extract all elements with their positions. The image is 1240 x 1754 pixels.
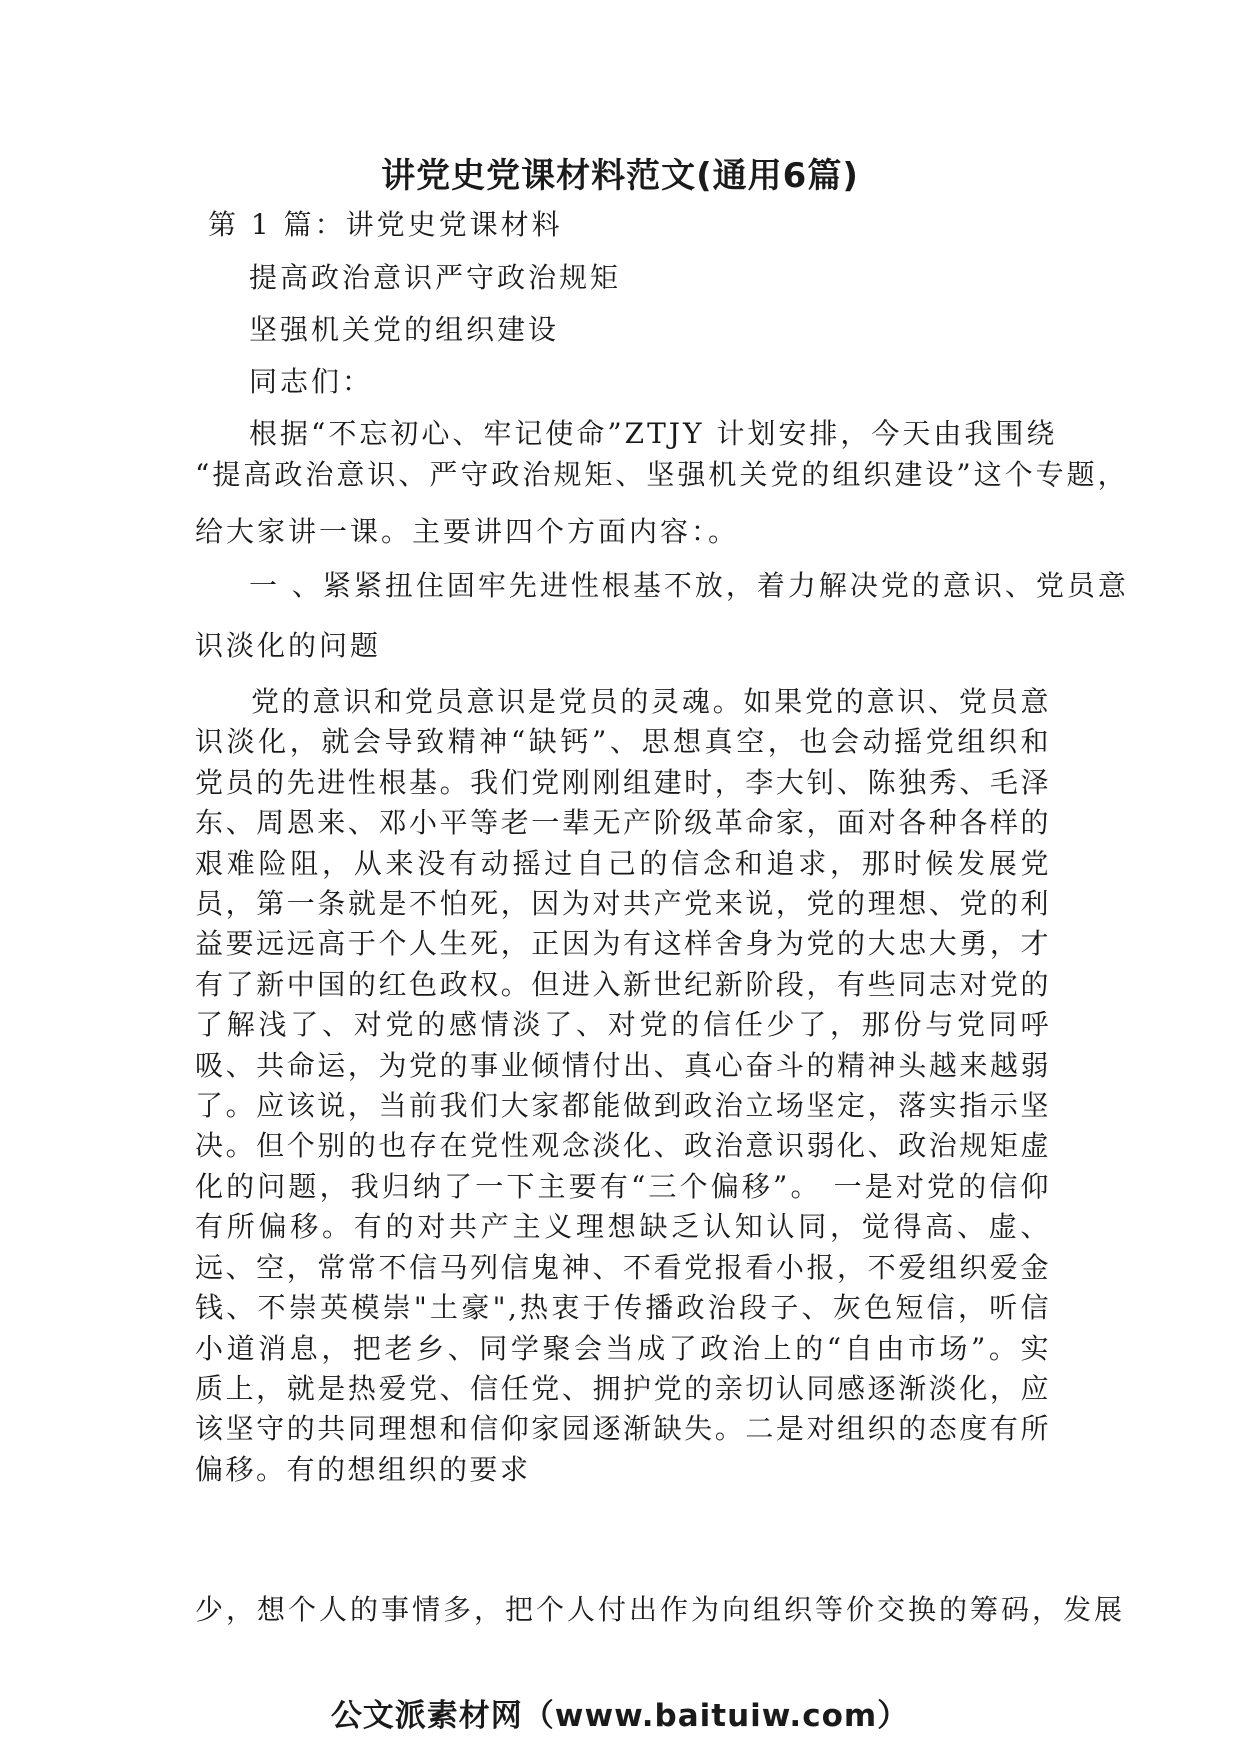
intro-line-3: 给大家讲一课。主要讲四个方面内容：。: [195, 515, 740, 548]
salutation: 同志们：: [249, 365, 374, 398]
subtitle-line-2: 坚强机关党的组织建设: [249, 313, 560, 346]
point-1-heading-line-1: 一 、紧紧扭住固牢先进性根基不放，着力解决党的意识、党员意: [249, 569, 1129, 602]
section-heading: 第 1 篇：讲党史党课材料: [208, 208, 563, 241]
intro-line-1: 根据“不忘初心、牢记使命”ZTJY 计划安排，今天由我围绕: [249, 417, 1058, 450]
point-1-heading-line-2: 识淡化的问题: [195, 629, 382, 662]
subtitle-line-1: 提高政治意识严守政治规矩: [249, 261, 622, 294]
footer-source: 公文派素材网（www.baituiw.com）: [330, 1698, 910, 1734]
intro-line-2: “提高政治意识、严守政治规矩、坚强机关党的组织建设”这个专题，: [195, 458, 1129, 491]
document-title: 讲党史党课材料范文(通用6篇): [381, 156, 859, 196]
body-paragraph-text: 党的意识和党员意识是党员的灵魂。如果党的意识、党员意识淡化，就会导致精神“缺钙”、思想真空，也会动摇党组织和党员的先进性根基。我们党刚刚组建时，李大钊、陈独秀、毛泽东、周恩来、邓小平等老一辈无产阶级革命家，面对各种各样的艰难险阻，从来没有动摇过自己的信念和追求，那时候发展党员，第一条就是不怕死，因为对共产党来说，党的理想、党的利益要远远高于个人生死，正因为有这样舍身为党的大忠大勇，才有了新中国的红色政权。但进入新世纪新阶段，有些同志对党的了解浅了、对党的感情淡了、对党的信任少了，那份与党同呼吸、共命运，为党的事业倾情付出、真心奋斗的精神头越来越弱了。应该说，当前我们大家都能做到政治立场坚定，落实指示坚决。但个别的也存在党性观念淡化、政治意识弱化、政治规矩虚化的问题，我归纳了一下主要有“三个偏移”。 一是对党的信仰有所偏移。有的对共产主义理想缺乏认知认同，觉得高、虚、远、空，常常不信马列信鬼神、不看党报看小报，不爱组织爱金钱、不崇英模崇"土豪",热衷于传播政治段子、灰色短信，听信小道消息，把老乡、同学聚会当成了政治上的“自由市场”。实质上，就是热爱党、信任党、拥护党的亲切认同感逐渐淡化，应该坚守的共同理想和信仰家园逐渐缺失。二是对组织的态度有所偏移。有的想组织的要求: [195, 685, 1051, 1486]
body-paragraph-tail: 少，想个人的事情多，把个人付出作为向组织等价交换的筹码，发展: [195, 1593, 1126, 1626]
body-paragraph: [195, 682, 1051, 1490]
